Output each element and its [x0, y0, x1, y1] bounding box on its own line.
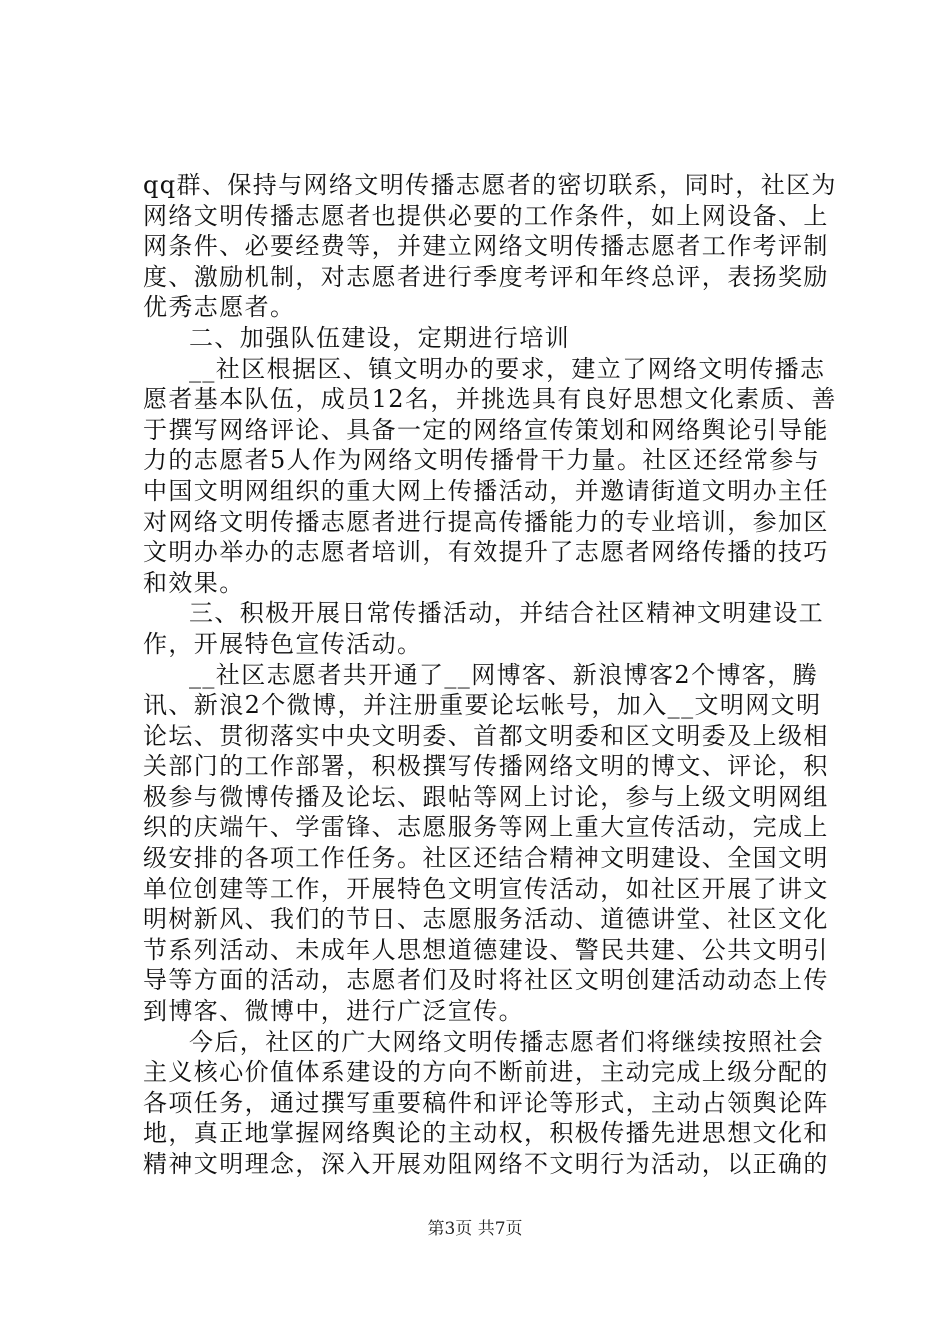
text-line: 中国文明网组织的重大网上传播活动，并邀请街道文明办主任 [143, 476, 829, 505]
text-line: 和效果。 [143, 568, 245, 597]
text-line: 愿者基本队伍，成员12名，并挑选具有良好思想文化素质、善 [143, 385, 837, 414]
paragraph [143, 660, 833, 1027]
text-line: 于撰写网络评论、具备一定的网络宣传策划和网络舆论引导能 [143, 415, 829, 444]
text-line: 讯、新浪2个微博，并注册重要论坛帐号，加入__文明网文明 [143, 691, 822, 720]
text-line: 明树新风、我们的节日、志愿服务活动、道德讲堂、社区文化 [143, 905, 829, 934]
text-line: 网络文明传播志愿者也提供必要的工作条件，如上网设备、上 [143, 201, 829, 230]
text-line: __社区根据区、镇文明办的要求，建立了网络文明传播志 [189, 354, 826, 383]
text-line: 级安排的各项工作任务。社区还结合精神文明建设、全国文明 [143, 844, 829, 873]
paragraph [143, 598, 833, 659]
page-footer: 第3页 共7页 [427, 1219, 523, 1239]
text-line: 三、积极开展日常传播活动，并结合社区精神文明建设工 [189, 599, 824, 628]
text-line: 地，真正地掌握网络舆论的主动权，积极传播先进思想文化和 [143, 1119, 829, 1148]
paragraph [143, 323, 833, 354]
text-line: 优秀志愿者。 [143, 293, 296, 322]
text-line: 织的庆端午、学雷锋、志愿服务等网上重大宣传活动，完成上 [143, 813, 829, 842]
text-line: 主义核心价值体系建设的方向不断前进，主动完成上级分配的 [143, 1058, 829, 1087]
text-line: 各项任务，通过撰写重要稿件和评论等形式，主动占领舆论阵 [143, 1088, 829, 1117]
document-body [143, 170, 837, 1180]
text-line: 对网络文明传播志愿者进行提高传播能力的专业培训，参加区 [143, 507, 829, 536]
text-line: 二、加强队伍建设，定期进行培训 [189, 323, 570, 352]
text-line: 关部门的工作部署，积极撰写传播网络文明的博文、评论，积 [143, 752, 829, 781]
text-line: 极参与微博传播及论坛、跟帖等网上讨论，参与上级文明网组 [143, 782, 829, 811]
paragraph [143, 1027, 833, 1180]
text-line: 节系列活动、未成年人思想道德建设、警民共建、公共文明引 [143, 935, 829, 964]
text-line: 导等方面的活动，志愿者们及时将社区文明创建活动动态上传 [143, 966, 829, 995]
text-line: 今后，社区的广大网络文明传播志愿者们将继续按照社会 [189, 1027, 824, 1056]
text-line: __社区志愿者共开通了__网博客、新浪博客2个博客，腾 [189, 660, 819, 689]
text-line: 网条件、必要经费等，并建立网络文明传播志愿者工作考评制 [143, 232, 829, 261]
text-line: 到博客、微博中，进行广泛宣传。 [143, 997, 524, 1026]
text-line: qq群、保持与网络文明传播志愿者的密切联系，同时，社区为 [143, 171, 837, 199]
text-line: 论坛、贯彻落实中央文明委、首都文明委和区文明委及上级相 [143, 721, 829, 750]
text-line: 文明办举办的志愿者培训，有效提升了志愿者网络传播的技巧 [143, 538, 829, 567]
text-line: 力的志愿者5人作为网络文明传播骨干力量。社区还经常参与 [143, 446, 821, 475]
text-line: 作，开展特色宣传活动。 [143, 629, 423, 658]
paragraph [143, 170, 837, 323]
text-line: 单位创建等工作，开展特色文明宣传活动，如社区开展了讲文 [143, 874, 829, 903]
text-line: 度、激励机制，对志愿者进行季度考评和年终总评，表扬奖励 [143, 262, 829, 291]
text-line: 精神文明理念，深入开展劝阻网络不文明行为活动，以正确的 [143, 1150, 829, 1178]
paragraph [143, 354, 837, 599]
